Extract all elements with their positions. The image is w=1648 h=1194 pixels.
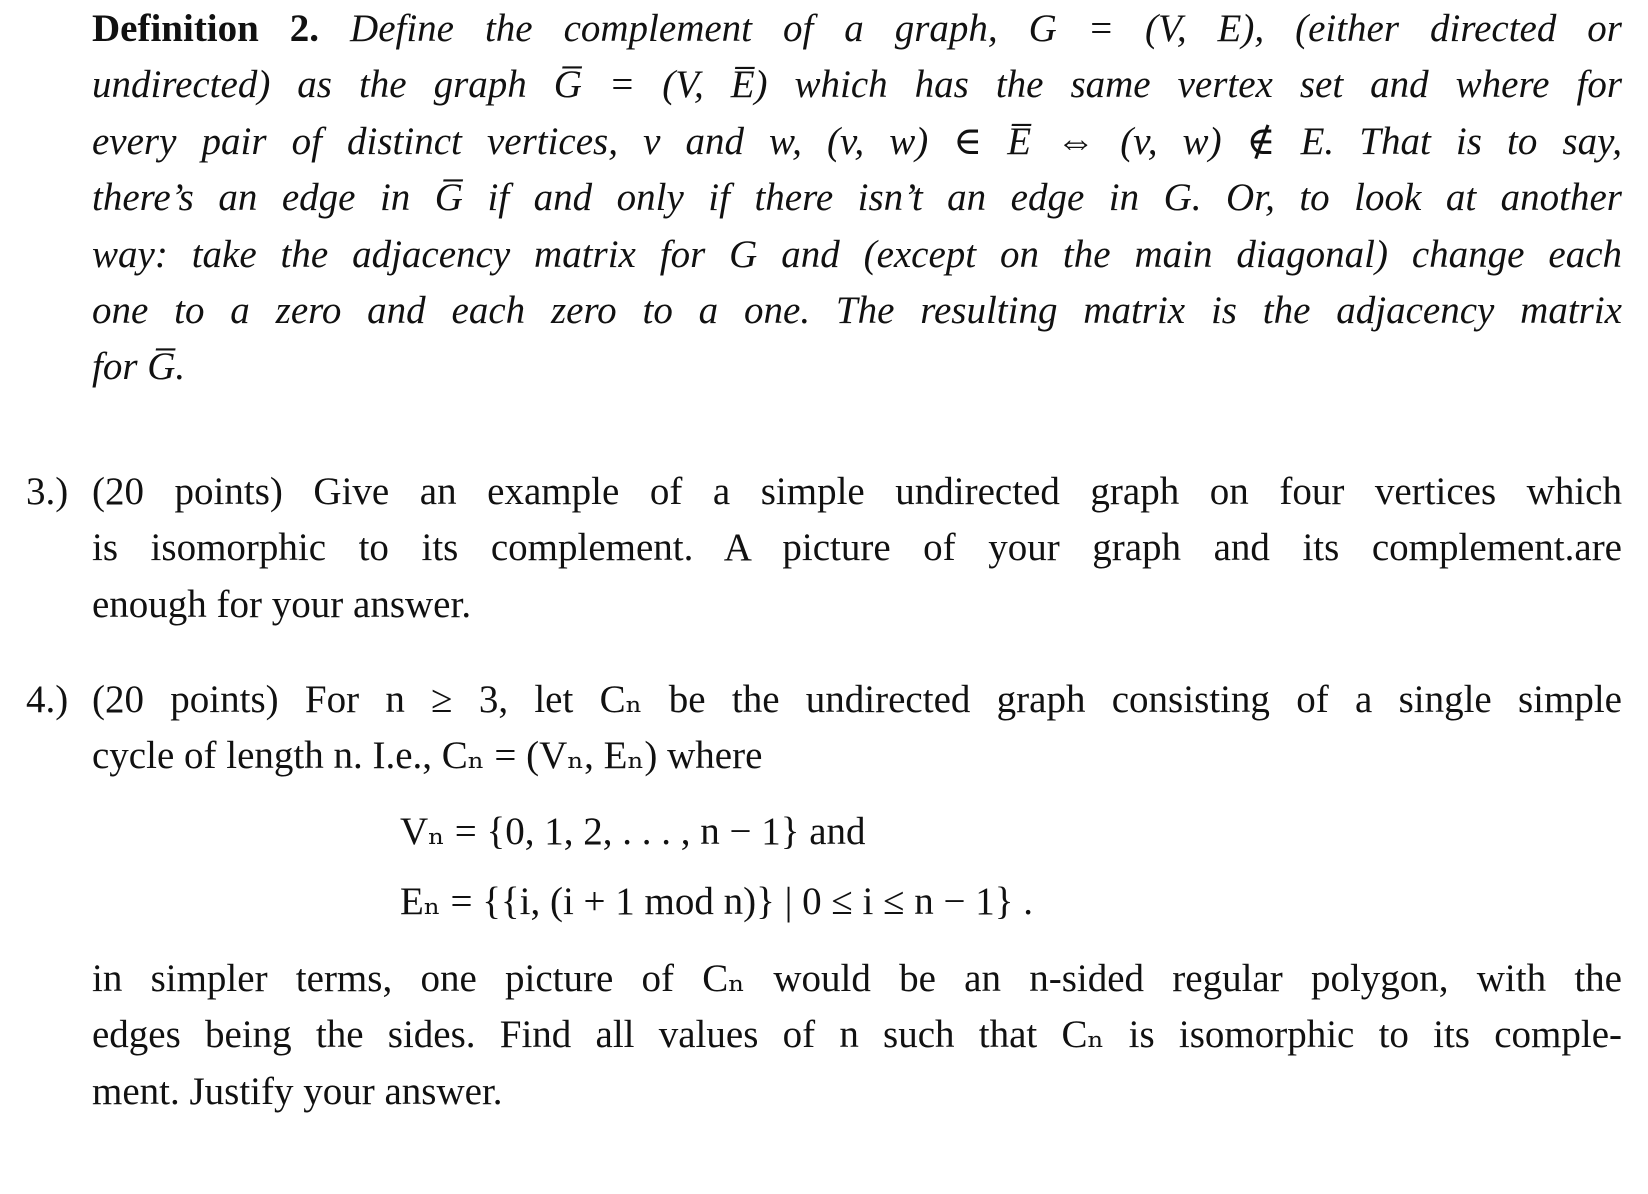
problem-4-line-5: ment. Justify your answer. bbox=[92, 1070, 503, 1113]
problem-3-line-2: is isomorphic to its complement. A picture of your graph and its complement.are bbox=[92, 526, 1622, 569]
problem-4-line-2: cycle of length n. I.e., Cₙ = (Vₙ, Eₙ) where bbox=[92, 734, 763, 777]
problem-4-line-1: (20 points) For n ≥ 3, let Cₙ be the undirected graph consisting of a single simple bbox=[92, 678, 1622, 721]
definition-line-2: undirected) as the graph G̅ = (V, E̅) which has the same vertex set and where for bbox=[92, 63, 1622, 106]
problem-3-line-1: (20 points) Give an example of a simple undirected graph on four vertices which bbox=[92, 470, 1622, 513]
problem-4-line-3: in simpler terms, one picture of Cₙ would be an n-sided regular polygon, with the bbox=[92, 957, 1622, 1000]
definition-heading: Definition 2. bbox=[92, 7, 320, 50]
equation-edge-set: Eₙ = {{i, (i + 1 mod n)} | 0 ≤ i ≤ n − 1} . bbox=[400, 880, 1033, 923]
definition-line-7: for G̅. bbox=[92, 345, 186, 388]
problem-4-number: 4.) bbox=[26, 678, 69, 721]
problem-4-line-4: edges being the sides. Find all values of n such that Cₙ is isomorphic to its comple- bbox=[92, 1013, 1622, 1056]
definition-line-3: every pair of distinct vertices, v and w, (v, w) ∈ E̅ ⇔ (v, w) ∉ E. That is to say, bbox=[92, 120, 1622, 163]
problem-3-line-3: enough for your answer. bbox=[92, 583, 472, 626]
definition-line-5: way: take the adjacency matrix for G and (except on the main diagonal) change each bbox=[92, 233, 1622, 276]
definition-line-4: there’s an edge in G̅ if and only if there isn’t an edge in G. Or, to look at another bbox=[92, 176, 1622, 219]
problem-3-number: 3.) bbox=[26, 470, 69, 513]
definition-line-6: one to a zero and each zero to a one. The resulting matrix is the adjacency matrix bbox=[92, 289, 1622, 332]
definition-line-1 bbox=[92, 5, 1622, 53]
equation-vertex-set: Vₙ = {0, 1, 2, . . . , n − 1} and bbox=[400, 810, 866, 853]
definition-text: Define the complement of a graph, G = (V, E), (either directed or bbox=[350, 7, 1622, 50]
